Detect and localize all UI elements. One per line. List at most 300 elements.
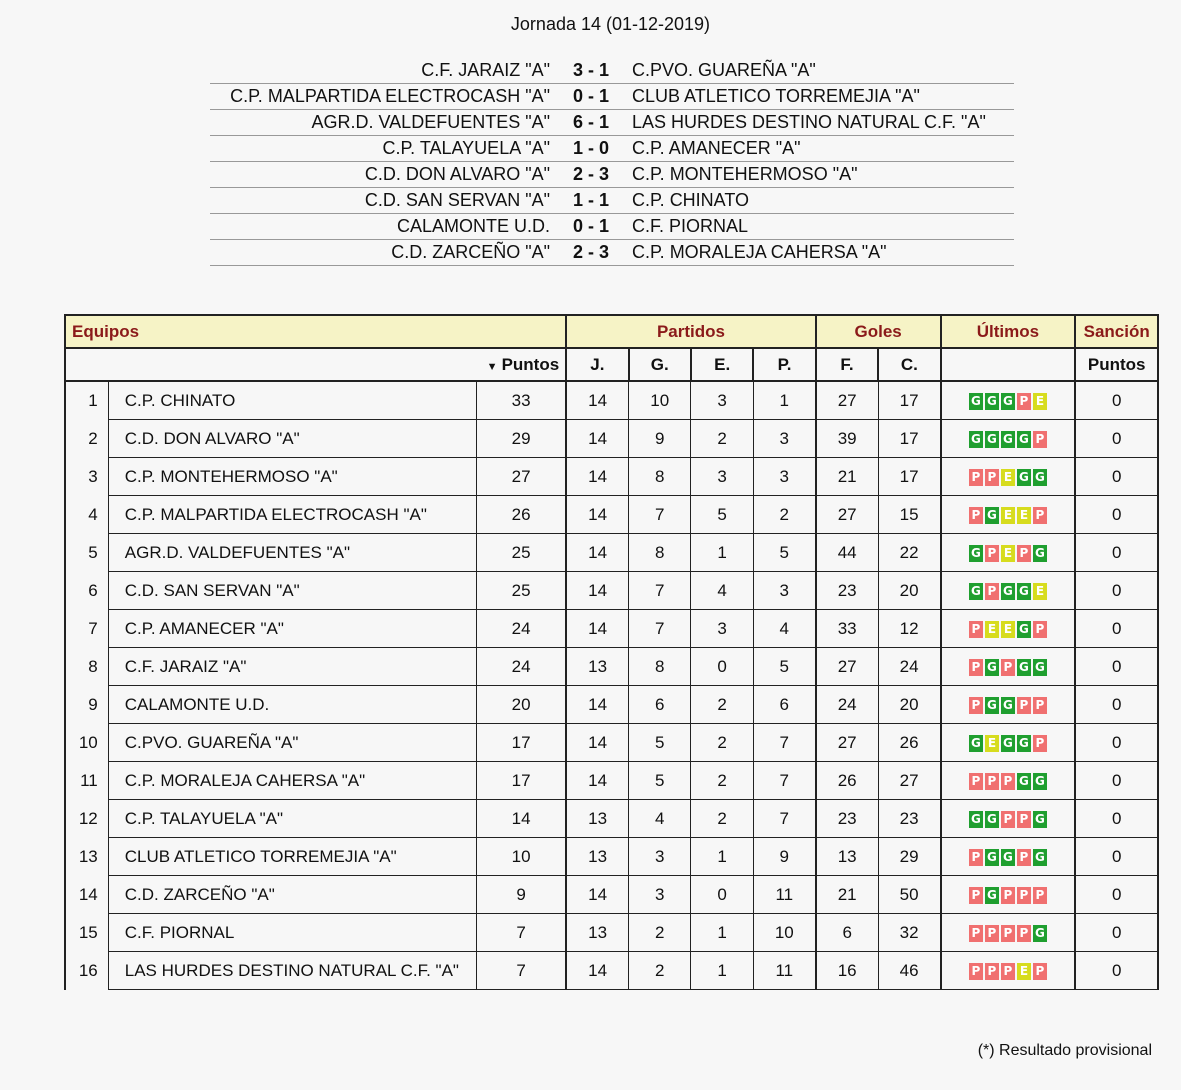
played: 14: [566, 724, 628, 762]
result-badge: G: [985, 697, 999, 714]
result-badge: G: [1001, 393, 1015, 410]
position: 2: [65, 420, 108, 458]
standings-row: [65, 648, 1158, 686]
header-partidos: Partidos: [566, 315, 816, 348]
result-badge: P: [985, 583, 999, 600]
played: 13: [566, 914, 628, 952]
played: 14: [566, 534, 628, 572]
result-badge: P: [1033, 507, 1047, 524]
won: 8: [629, 648, 691, 686]
header-p[interactable]: P.: [753, 348, 815, 381]
won: 7: [629, 610, 691, 648]
match-home-team: CALAMONTE U.D.: [210, 214, 556, 240]
played: 14: [566, 572, 628, 610]
sort-puntos-header[interactable]: [477, 348, 567, 381]
sanction-points: 0: [1075, 458, 1158, 496]
standings-row: [65, 381, 1158, 420]
won: 2: [629, 914, 691, 952]
won: 5: [629, 762, 691, 800]
result-badge: P: [969, 925, 983, 942]
result-badge: P: [1033, 621, 1047, 638]
result-badge: P: [969, 697, 983, 714]
drawn: 2: [691, 800, 753, 838]
goals-for: 6: [816, 914, 878, 952]
team-points: 9: [477, 876, 567, 914]
header-f[interactable]: F.: [816, 348, 878, 381]
team-points: 20: [477, 686, 567, 724]
result-badge: P: [1001, 963, 1015, 980]
position: 11: [65, 762, 108, 800]
drawn: 2: [691, 724, 753, 762]
sanction-points: 0: [1075, 914, 1158, 952]
won: 3: [629, 838, 691, 876]
match-row: [210, 136, 1014, 162]
position: 7: [65, 610, 108, 648]
match-row: [210, 110, 1014, 136]
match-score: 2 - 3: [556, 162, 626, 188]
goals-for: 44: [816, 534, 878, 572]
position: 16: [65, 952, 108, 990]
form-badges: [969, 469, 1047, 486]
goals-against: 50: [878, 876, 940, 914]
standings-row: [65, 952, 1158, 990]
standings-row: [65, 534, 1158, 572]
match-away-team: C.PVO. GUAREÑA "A": [626, 58, 1014, 84]
result-badge: G: [1001, 583, 1015, 600]
played: 14: [566, 686, 628, 724]
result-badge: G: [1017, 773, 1031, 790]
won: 6: [629, 686, 691, 724]
result-badge: G: [969, 431, 983, 448]
result-badge: P: [1001, 925, 1015, 942]
team-name: C.F. PIORNAL: [108, 914, 476, 952]
won: 7: [629, 572, 691, 610]
result-badge: G: [969, 393, 983, 410]
recent-form: [941, 381, 1076, 420]
goals-against: 29: [878, 838, 940, 876]
goals-for: 26: [816, 762, 878, 800]
form-badges: [969, 545, 1047, 562]
sanction-points: 0: [1075, 420, 1158, 458]
goals-against: 20: [878, 572, 940, 610]
team-name: AGR.D. VALDEFUENTES "A": [108, 534, 476, 572]
goals-against: 22: [878, 534, 940, 572]
form-badges: [969, 963, 1047, 980]
result-badge: G: [1017, 659, 1031, 676]
match-home-team: C.P. MALPARTIDA ELECTROCASH "A": [210, 84, 556, 110]
match-away-team: C.F. PIORNAL: [626, 214, 1014, 240]
puntos-label: Puntos: [501, 354, 560, 374]
result-badge: G: [985, 431, 999, 448]
team-name: LAS HURDES DESTINO NATURAL C.F. "A": [108, 952, 476, 990]
result-badge: G: [985, 393, 999, 410]
form-badges: [969, 431, 1047, 448]
team-points: 25: [477, 572, 567, 610]
standings-row: [65, 610, 1158, 648]
team-points: 33: [477, 381, 567, 420]
won: 10: [629, 381, 691, 420]
result-badge: G: [1017, 621, 1031, 638]
header-ultimos: Últimos: [941, 315, 1076, 348]
goals-against: 17: [878, 420, 940, 458]
standings-column-header: [65, 348, 1158, 381]
position: 8: [65, 648, 108, 686]
drawn: 1: [691, 838, 753, 876]
recent-form: [941, 952, 1076, 990]
won: 5: [629, 724, 691, 762]
lost: 10: [753, 914, 815, 952]
team-points: 10: [477, 838, 567, 876]
drawn: 1: [691, 914, 753, 952]
won: 9: [629, 420, 691, 458]
result-badge: P: [1017, 887, 1031, 904]
team-name: C.PVO. GUAREÑA "A": [108, 724, 476, 762]
result-badge: P: [985, 773, 999, 790]
page-title: Jornada 14 (01-12-2019): [510, 14, 711, 34]
goals-against: 17: [878, 381, 940, 420]
result-badge: P: [1033, 431, 1047, 448]
match-score: 1 - 0: [556, 136, 626, 162]
lost: 7: [753, 800, 815, 838]
form-badges: [969, 659, 1047, 676]
result-badge: G: [985, 849, 999, 866]
lost: 3: [753, 572, 815, 610]
played: 13: [566, 648, 628, 686]
match-row: [210, 162, 1014, 188]
form-badges: [969, 773, 1047, 790]
match-home-team: C.D. ZARCEÑO "A": [210, 240, 556, 266]
goals-for: 23: [816, 572, 878, 610]
goals-against: 24: [878, 648, 940, 686]
result-badge: P: [985, 545, 999, 562]
match-row: [210, 240, 1014, 266]
form-badges: [969, 621, 1047, 638]
result-badge: E: [1033, 393, 1047, 410]
recent-form: [941, 648, 1076, 686]
drawn: 2: [691, 762, 753, 800]
goals-for: 21: [816, 876, 878, 914]
recent-form: [941, 686, 1076, 724]
match-away-team: LAS HURDES DESTINO NATURAL C.F. "A": [626, 110, 1014, 136]
team-name: C.D. ZARCEÑO "A": [108, 876, 476, 914]
position: 3: [65, 458, 108, 496]
form-badges: [969, 393, 1047, 410]
won: 2: [629, 952, 691, 990]
drawn: 2: [691, 686, 753, 724]
sanction-points: 0: [1075, 952, 1158, 990]
team-points: 24: [477, 610, 567, 648]
result-badge: E: [1033, 583, 1047, 600]
matches-table: [210, 58, 1014, 266]
result-badge: P: [1001, 773, 1015, 790]
goals-against: 27: [878, 762, 940, 800]
match-score: 6 - 1: [556, 110, 626, 136]
result-badge: P: [969, 507, 983, 524]
result-badge: P: [1017, 393, 1031, 410]
result-badge: G: [1017, 583, 1031, 600]
match-row: [210, 58, 1014, 84]
won: 4: [629, 800, 691, 838]
form-badges: [969, 583, 1047, 600]
position: 9: [65, 686, 108, 724]
played: 14: [566, 610, 628, 648]
standings-row: [65, 762, 1158, 800]
team-points: 27: [477, 458, 567, 496]
result-badge: G: [1001, 697, 1015, 714]
sanction-points: 0: [1075, 496, 1158, 534]
team-points: 24: [477, 648, 567, 686]
drawn: 2: [691, 420, 753, 458]
position: 12: [65, 800, 108, 838]
result-badge: P: [1017, 545, 1031, 562]
result-badge: P: [969, 621, 983, 638]
standings-row: [65, 800, 1158, 838]
result-badge: P: [1033, 697, 1047, 714]
won: 7: [629, 496, 691, 534]
lost: 3: [753, 420, 815, 458]
team-name: C.P. AMANECER "A": [108, 610, 476, 648]
standings-row: [65, 838, 1158, 876]
recent-form: [941, 458, 1076, 496]
standings-row: [65, 876, 1158, 914]
goals-against: 32: [878, 914, 940, 952]
result-badge: P: [1017, 849, 1031, 866]
drawn: 5: [691, 496, 753, 534]
lost: 7: [753, 762, 815, 800]
result-badge: G: [1001, 735, 1015, 752]
goals-against: 15: [878, 496, 940, 534]
result-badge: P: [969, 849, 983, 866]
result-badge: G: [1033, 849, 1047, 866]
standings-row: [65, 496, 1158, 534]
lost: 4: [753, 610, 815, 648]
standings-row: [65, 724, 1158, 762]
result-badge: P: [1001, 811, 1015, 828]
result-badge: P: [1017, 925, 1031, 942]
result-badge: P: [1033, 963, 1047, 980]
result-badge: G: [1001, 849, 1015, 866]
match-score: 2 - 3: [556, 240, 626, 266]
team-points: 7: [477, 952, 567, 990]
result-badge: E: [985, 621, 999, 638]
standings-table: [64, 314, 1159, 990]
result-badge: G: [985, 887, 999, 904]
match-row: [210, 84, 1014, 110]
standings-row: [65, 914, 1158, 952]
result-badge: P: [969, 659, 983, 676]
standings-row: [65, 458, 1158, 496]
recent-form: [941, 534, 1076, 572]
played: 14: [566, 952, 628, 990]
drawn: 1: [691, 534, 753, 572]
form-badges: [969, 735, 1047, 752]
goals-for: 39: [816, 420, 878, 458]
result-badge: G: [985, 507, 999, 524]
form-badges: [969, 697, 1047, 714]
result-badge: G: [1033, 469, 1047, 486]
result-badge: G: [1017, 431, 1031, 448]
team-name: C.D. SAN SERVAN "A": [108, 572, 476, 610]
sanction-points: 0: [1075, 610, 1158, 648]
sanction-points: 0: [1075, 724, 1158, 762]
result-badge: G: [969, 735, 983, 752]
header-g[interactable]: G.: [629, 348, 691, 381]
form-badges: [969, 811, 1047, 828]
team-points: 26: [477, 496, 567, 534]
result-badge: G: [985, 811, 999, 828]
sanction-points: 0: [1075, 534, 1158, 572]
goals-for: 16: [816, 952, 878, 990]
recent-form: [941, 914, 1076, 952]
lost: 2: [753, 496, 815, 534]
lost: 11: [753, 876, 815, 914]
lost: 6: [753, 686, 815, 724]
position: 10: [65, 724, 108, 762]
result-badge: P: [969, 887, 983, 904]
match-row: [210, 188, 1014, 214]
result-badge: P: [1017, 697, 1031, 714]
goals-for: 33: [816, 610, 878, 648]
lost: 5: [753, 648, 815, 686]
goals-for: 27: [816, 648, 878, 686]
recent-form: [941, 420, 1076, 458]
position: 5: [65, 534, 108, 572]
goals-against: 20: [878, 686, 940, 724]
goals-against: 46: [878, 952, 940, 990]
team-name: CLUB ATLETICO TORREMEJIA "A": [108, 838, 476, 876]
lost: 5: [753, 534, 815, 572]
header-ultimos-blank: [941, 348, 1076, 381]
team-name: C.P. TALAYUELA "A": [108, 800, 476, 838]
team-points: 17: [477, 762, 567, 800]
played: 14: [566, 458, 628, 496]
sanction-points: 0: [1075, 648, 1158, 686]
header-e[interactable]: E.: [691, 348, 753, 381]
match-row: [210, 214, 1014, 240]
lost: 3: [753, 458, 815, 496]
played: 14: [566, 420, 628, 458]
recent-form: [941, 572, 1076, 610]
match-away-team: CLUB ATLETICO TORREMEJIA "A": [626, 84, 1014, 110]
goals-against: 17: [878, 458, 940, 496]
result-badge: G: [1017, 469, 1031, 486]
match-away-team: C.P. MONTEHERMOSO "A": [626, 162, 1014, 188]
result-badge: G: [1033, 659, 1047, 676]
sanction-points: 0: [1075, 381, 1158, 420]
drawn: 4: [691, 572, 753, 610]
result-badge: P: [1001, 659, 1015, 676]
position: 6: [65, 572, 108, 610]
team-name: C.P. MONTEHERMOSO "A": [108, 458, 476, 496]
lost: 9: [753, 838, 815, 876]
match-home-team: C.P. TALAYUELA "A": [210, 136, 556, 162]
match-away-team: C.P. MORALEJA CAHERSA "A": [626, 240, 1014, 266]
form-badges: [969, 849, 1047, 866]
recent-form: [941, 838, 1076, 876]
lost: 11: [753, 952, 815, 990]
header-c[interactable]: C.: [878, 348, 940, 381]
recent-form: [941, 800, 1076, 838]
goals-for: 21: [816, 458, 878, 496]
result-badge: G: [985, 659, 999, 676]
team-name: C.P. CHINATO: [108, 381, 476, 420]
sanction-points: 0: [1075, 762, 1158, 800]
recent-form: [941, 724, 1076, 762]
won: 3: [629, 876, 691, 914]
recent-form: [941, 496, 1076, 534]
drawn: 3: [691, 381, 753, 420]
match-away-team: C.P. AMANECER "A": [626, 136, 1014, 162]
result-badge: G: [1033, 811, 1047, 828]
drawn: 0: [691, 876, 753, 914]
standings-row: [65, 686, 1158, 724]
header-j[interactable]: J.: [566, 348, 628, 381]
result-badge: P: [1033, 887, 1047, 904]
team-points: 14: [477, 800, 567, 838]
header-goles: Goles: [816, 315, 941, 348]
team-points: 7: [477, 914, 567, 952]
goals-for: 27: [816, 496, 878, 534]
result-badge: E: [985, 735, 999, 752]
form-badges: [969, 507, 1047, 524]
result-badge: P: [1017, 811, 1031, 828]
played: 13: [566, 838, 628, 876]
result-badge: E: [1001, 621, 1015, 638]
result-badge: G: [1001, 431, 1015, 448]
won: 8: [629, 534, 691, 572]
result-badge: G: [1033, 773, 1047, 790]
form-badges: [969, 887, 1047, 904]
team-points: 25: [477, 534, 567, 572]
header-sancion-puntos: Puntos: [1075, 348, 1158, 381]
match-home-team: C.F. JARAIZ "A": [210, 58, 556, 84]
header-blank: [108, 348, 476, 381]
sanction-points: 0: [1075, 572, 1158, 610]
sanction-points: 0: [1075, 876, 1158, 914]
standings-row: [65, 572, 1158, 610]
result-badge: G: [969, 811, 983, 828]
result-badge: E: [1001, 545, 1015, 562]
goals-for: 27: [816, 381, 878, 420]
result-badge: P: [969, 773, 983, 790]
sanction-points: 0: [1075, 800, 1158, 838]
goals-for: 23: [816, 800, 878, 838]
lost: 1: [753, 381, 815, 420]
footnote: (*) Resultado provisional: [977, 1042, 1152, 1059]
goals-against: 26: [878, 724, 940, 762]
result-badge: E: [1001, 507, 1015, 524]
result-badge: P: [985, 925, 999, 942]
goals-against: 23: [878, 800, 940, 838]
result-badge: E: [1017, 963, 1031, 980]
result-badge: G: [969, 583, 983, 600]
result-badge: P: [985, 963, 999, 980]
result-badge: G: [1033, 545, 1047, 562]
team-name: C.P. MALPARTIDA ELECTROCASH "A": [108, 496, 476, 534]
sanction-points: 0: [1075, 838, 1158, 876]
drawn: 3: [691, 610, 753, 648]
result-badge: P: [969, 963, 983, 980]
position: 14: [65, 876, 108, 914]
match-home-team: C.D. DON ALVARO "A": [210, 162, 556, 188]
drawn: 0: [691, 648, 753, 686]
drawn: 1: [691, 952, 753, 990]
recent-form: [941, 762, 1076, 800]
match-score: 0 - 1: [556, 84, 626, 110]
position: 13: [65, 838, 108, 876]
header-sancion: Sanción: [1075, 315, 1158, 348]
goals-for: 13: [816, 838, 878, 876]
